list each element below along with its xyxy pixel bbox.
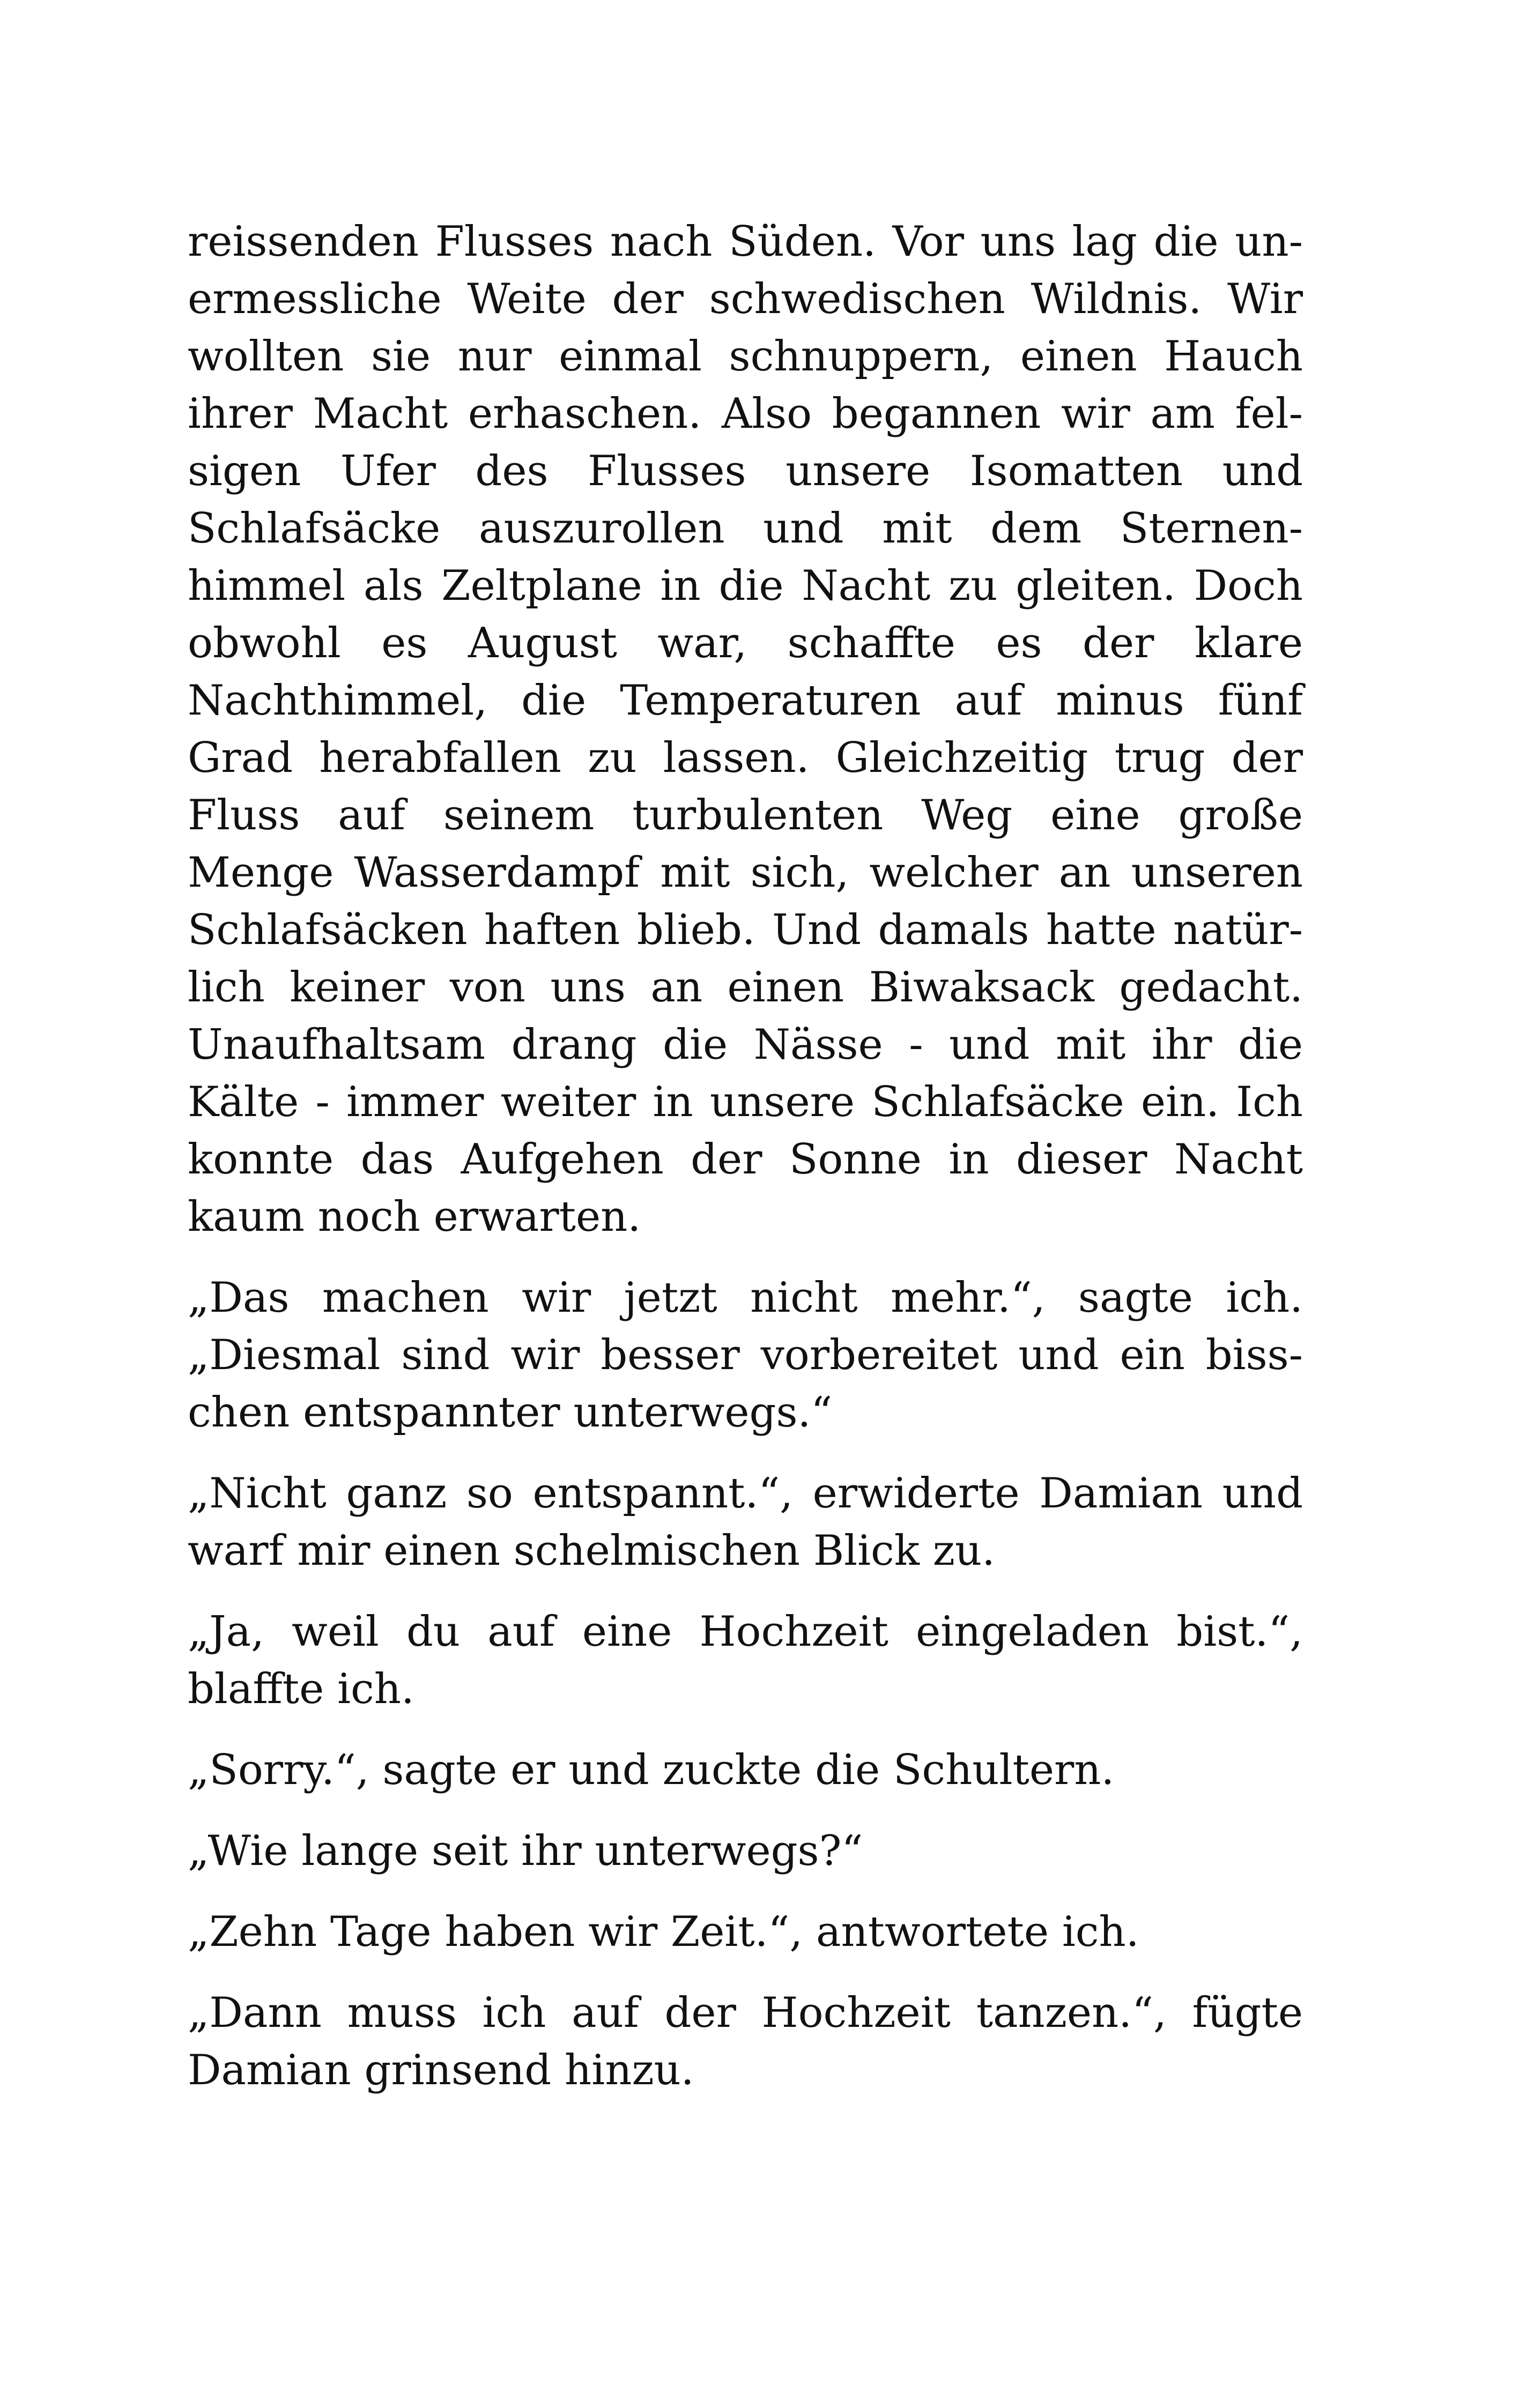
text-line: kaum noch erwarten. [188, 1193, 641, 1241]
text-line: Fluss auf seinem turbulenten Weg eine große [188, 791, 1303, 839]
text-line: sigen Ufer des Flusses unsere Isomatten und [188, 447, 1303, 495]
text-line: „Sorry.“, sagte er und zuckte die Schultern. [188, 1746, 1115, 1794]
paragraph-gap [188, 1718, 1303, 1742]
text-line: Schlafsäcken haften blieb. Und damals hatte natür- [188, 906, 1303, 954]
text-line: blaffte ich. [188, 1665, 414, 1713]
paragraph-gap [188, 1961, 1303, 1985]
text-line: Damian grinsend hinzu. [188, 2046, 694, 2094]
paragraph [188, 1603, 1303, 1718]
text-line: „Nicht ganz so entspannt.“, erwiderte Damian und [188, 1469, 1303, 1518]
paragraph [188, 1904, 1303, 1961]
paragraph [188, 1465, 1303, 1580]
text-line: himmel als Zeltplane in die Nacht zu gleiten. Doch [188, 562, 1303, 610]
paragraph [188, 1742, 1303, 1799]
text-line: „Wie lange seit ihr unterwegs?“ [188, 1827, 863, 1875]
paragraph-gap [188, 1880, 1303, 1904]
paragraph [188, 213, 1303, 1246]
text-line: „Das machen wir jetzt nicht mehr.“, sagte ich. [188, 1274, 1303, 1322]
text-line: Grad herabfallen zu lassen. Gleichzeitig trug der [188, 734, 1303, 782]
text-line: Schlafsäcke auszurollen und mit dem Sternen- [188, 504, 1303, 553]
paragraph [188, 1269, 1303, 1441]
body-text [188, 213, 1303, 2099]
text-line: konnte das Aufgehen der Sonne in dieser Nacht [188, 1135, 1303, 1184]
paragraph-gap [188, 1441, 1303, 1465]
text-line: warf mir einen schelmischen Blick zu. [188, 1527, 995, 1575]
text-line: Kälte - immer weiter in unsere Schlafsäcke ein. Ich [188, 1078, 1303, 1126]
text-line: ermessliche Weite der schwedischen Wildnis. Wir [188, 275, 1303, 323]
text-line: obwohl es August war, schaffte es der klare [188, 619, 1303, 667]
text-line: Unaufhaltsam drang die Nässe - und mit ihr die [188, 1021, 1303, 1069]
text-line: „Diesmal sind wir besser vorbereitet und ein biss- [188, 1331, 1303, 1379]
text-line: wollten sie nur einmal schnuppern, einen Hauch [188, 332, 1303, 381]
paragraph-gap [188, 1799, 1303, 1823]
paragraph-gap [188, 1246, 1303, 1269]
text-line: lich keiner von uns an einen Biwaksack gedacht. [188, 963, 1303, 1012]
paragraph [188, 1985, 1303, 2099]
text-line: „Dann muss ich auf der Hochzeit tanzen.“, fügte [188, 1989, 1303, 2037]
paragraph [188, 1823, 1303, 1880]
paragraph-gap [188, 1580, 1303, 1603]
text-line: „Ja, weil du auf eine Hochzeit eingeladen bist.“, [188, 1608, 1303, 1656]
text-line: chen entspannter unterwegs.“ [188, 1388, 833, 1437]
text-line: „Zehn Tage haben wir Zeit.“, antwortete ich. [188, 1908, 1139, 1956]
text-line: Nachthimmel, die Temperaturen auf minus fünf [188, 677, 1303, 725]
text-line: ihrer Macht erhaschen. Also begannen wir am fel- [188, 390, 1303, 438]
text-line: Menge Wasserdampf mit sich, welcher an unseren [188, 849, 1303, 897]
text-line: reissenden Flusses nach Süden. Vor uns lag die un- [188, 218, 1303, 266]
